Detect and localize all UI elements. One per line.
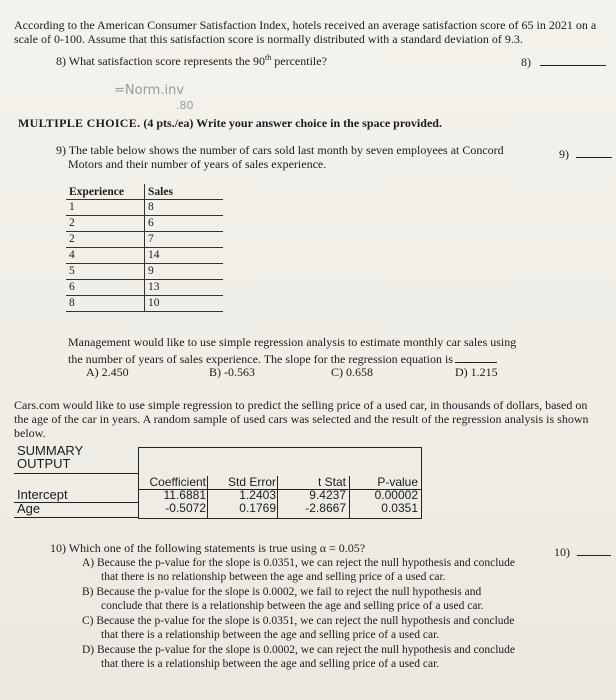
answer-8-label: 8) (521, 55, 531, 69)
header-std-error: Std Error (227, 475, 276, 489)
q9-option-d[interactable]: D) 1.215 (455, 365, 498, 379)
table-header-row (66, 184, 223, 200)
answer-9-blank[interactable] (576, 145, 612, 158)
answer-8 (521, 53, 606, 69)
table-row: 6 13 (66, 280, 223, 296)
slope-blank[interactable] (455, 350, 497, 363)
q10-option-d-line-2: that there is a relationship between the age and selling price of a used car. (101, 658, 440, 670)
table-row: 5 9 (66, 264, 223, 280)
intro-line-1: According to the American Consumer Satisfaction Index, hotels received an average satisfaction score of 65 in 2021 on a (14, 18, 597, 32)
q9-option-a[interactable]: A) 2.450 (86, 365, 129, 379)
age-p-value: 0.0351 (381, 501, 418, 515)
age-coefficient: -0.5072 (165, 501, 206, 515)
q10-option-c-line-2: that there is a relationship between the age and selling price of a used car. (101, 629, 440, 641)
experience-sales-table (66, 184, 223, 312)
intro-line-2: scale of 0-100. Assume that this satisfaction score is normally distributed with a standard deviation of 9.3. (14, 32, 523, 46)
intercept-std-error: 1.2403 (239, 488, 276, 502)
question-8: 8) What satisfaction score represents the 90th percentile? (56, 53, 327, 68)
question-10: 10) Which one of the following statements is true using α = 0.05? (50, 541, 366, 555)
table-row: 4 14 (66, 248, 223, 264)
question-9-line-1: 9) The table below shows the number of cars sold last month by seven employees at Concord (56, 143, 504, 157)
sales-header: Sales (148, 186, 173, 198)
table-row: 8 10 (66, 296, 223, 312)
column-divider (349, 476, 350, 518)
intercept-t-stat: 9.4237 (309, 488, 346, 502)
multiple-choice-header: MULTIPLE CHOICE. (4 pts./ea) Write your answer choice in the space provided. (18, 116, 442, 130)
cars-line-1: Cars.com would like to use simple regression to predict the selling price of a used car, in thousands of dollars, based on (14, 398, 588, 412)
question-9-followup-line-2: the number of years of sales experience. The slope for the regression equation is (68, 350, 497, 366)
question-9-followup-line-1: Management would like to use simple regression analysis to estimate monthly car sales using (68, 335, 517, 349)
q10-option-b-line-2: conclude that there is a relationship between the age and selling price of a used car. (101, 600, 484, 612)
age-t-stat: -2.8667 (305, 501, 346, 515)
header-p-value: P-value (377, 475, 418, 489)
answer-10-blank[interactable] (577, 543, 611, 556)
question-9-line-2: Motors and their number of years of sales experience. (68, 157, 327, 171)
answer-10-label: 10) (554, 545, 570, 559)
cars-line-2: the age of the car in years. A random sample of used cars was selected and the result of the regression analysis is shown (14, 412, 589, 426)
answer-8-blank[interactable] (540, 53, 606, 66)
intercept-coefficient: 11.6881 (163, 488, 206, 502)
header-t-stat: t Stat (317, 475, 346, 489)
column-divider (277, 476, 278, 518)
answer-9 (559, 145, 612, 161)
q10-option-a-line-2: that there is no relationship between the age and selling price of a used car. (101, 571, 446, 583)
handwritten-norm-inv: =Norm.inv (114, 83, 185, 98)
q10-option-c-line-1[interactable]: C) Because the p-value for the slope is 0.0351, we can reject the null hypothesis and conclude (82, 615, 515, 627)
table-row: 2 7 (66, 232, 223, 248)
q10-option-a-line-1[interactable]: A) Because the p-value for the slope is 0.0351, we can reject the null hypothesis and conclude (82, 557, 516, 569)
table-row: 1 8 (66, 200, 223, 216)
answer-10 (554, 543, 611, 559)
age-std-error: 0.1769 (239, 501, 276, 515)
table-row: 2 6 (66, 216, 223, 232)
q9-option-c[interactable]: C) 0.658 (331, 365, 373, 379)
summary-title-line-2: OUTPUT (17, 456, 71, 471)
q10-option-d-line-1[interactable]: D) Because the p-value for the slope is 0.0002, we can reject the null hypothesis and conclude (82, 644, 516, 656)
row-divider (14, 517, 138, 518)
answer-9-label: 9) (559, 147, 569, 161)
q9-option-b[interactable]: B) -0.563 (209, 365, 255, 379)
handwritten-080: .80 (176, 99, 194, 112)
cars-line-3: below. (14, 426, 46, 440)
header-coefficient: Coefficient (149, 475, 206, 489)
q10-option-b-line-1[interactable]: B) Because the p-value for the slope is 0.0002, we fail to reject the null hypothesis and (82, 586, 482, 598)
summary-title-line-1: SUMMARY (17, 443, 84, 458)
summary-divider (14, 473, 138, 474)
row-label-intercept: Intercept (17, 487, 68, 502)
column-divider (207, 476, 208, 518)
experience-header: Experience (66, 184, 145, 200)
row-label-age: Age (17, 501, 41, 516)
intercept-p-value: 0.00002 (374, 488, 418, 502)
